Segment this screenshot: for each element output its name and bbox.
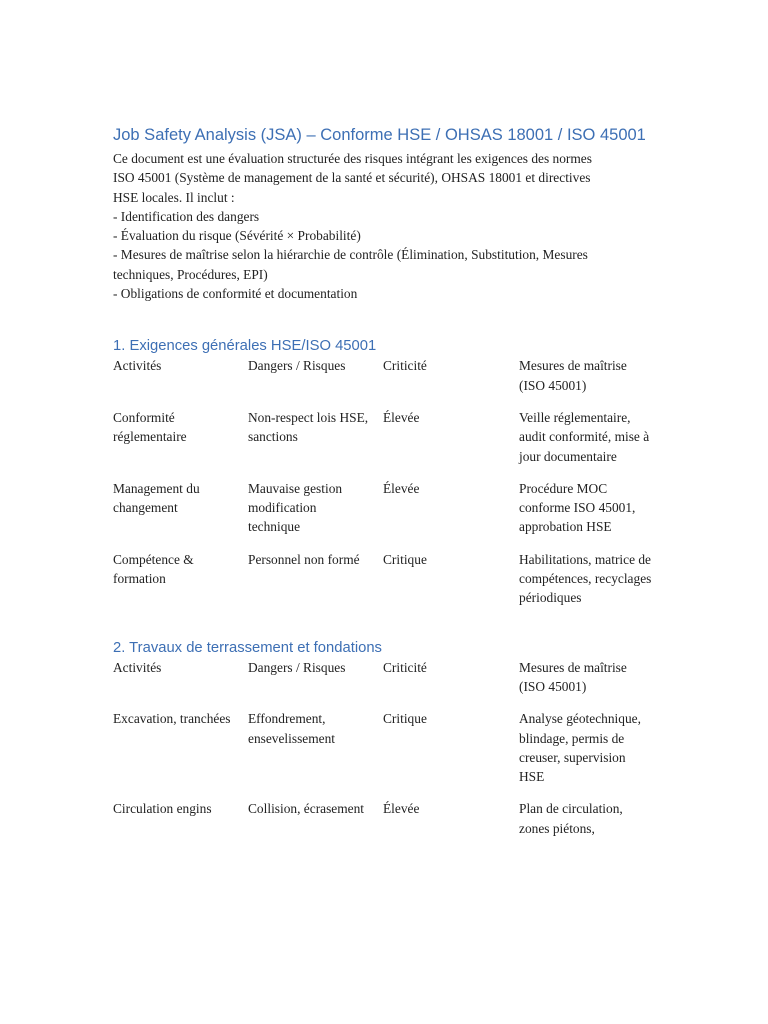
cell-criticite: Élevée: [383, 801, 420, 817]
cell-criticite: Élevée: [383, 480, 420, 496]
cell-danger: Collision, écrasement: [248, 801, 365, 817]
intro-bullet: - Évaluation du risque (Sévérité × Probabilité): [113, 228, 361, 244]
intro-line: ISO 45001 (Système de management de la santé et sécurité), OHSAS 18001 et directives: [113, 170, 591, 186]
column-header-criticite: Criticité: [383, 659, 427, 675]
table-header-row: [113, 356, 653, 408]
table-row: [113, 408, 653, 479]
intro-bullet: - Identification des dangers: [113, 208, 260, 224]
table-row: [113, 709, 653, 799]
column-header-dangers: Dangers / Risques: [248, 358, 346, 374]
cell-criticite: Critique: [383, 551, 427, 567]
cell-mesures: Veille réglementaire, audit conformité, mise à jour documentaire: [519, 409, 650, 464]
cell-activite: Management du changement: [113, 480, 200, 516]
cell-criticite: Critique: [383, 711, 427, 727]
section-heading: 2. Travaux de terrassement et fondations: [113, 639, 382, 656]
intro-bullet: - Mesures de maîtrise selon la hiérarchie de contrôle (Élimination, Substitution, Mesures: [113, 247, 588, 263]
column-header-mesures: Mesures de maîtrise (ISO 45001): [519, 358, 627, 393]
column-header-dangers: Dangers / Risques: [248, 659, 346, 675]
column-header-activites: Activités: [113, 659, 162, 675]
document-page: [113, 123, 653, 851]
cell-danger: Mauvaise gestion modification technique: [248, 480, 343, 535]
cell-criticite: Élevée: [383, 409, 420, 425]
cell-mesures: Habilitations, matrice de compétences, recyclages périodiques: [519, 551, 652, 606]
cell-mesures: Procédure MOC conforme ISO 45001, approbation HSE: [519, 480, 636, 535]
intro-line: HSE locales. Il inclut :: [113, 189, 235, 205]
cell-activite: Excavation, tranchées: [113, 711, 231, 727]
jsa-table: [113, 658, 653, 851]
cell-activite: Conformité réglementaire: [113, 409, 187, 445]
intro-line: Ce document est une évaluation structurée des risques intégrant les exigences des normes: [113, 151, 592, 166]
cell-danger: Personnel non formé: [248, 551, 360, 567]
intro-bullet-continuation: techniques, Procédures, EPI): [113, 266, 268, 282]
cell-danger: Non-respect lois HSE, sanctions: [248, 409, 369, 445]
cell-activite: Circulation engins: [113, 801, 212, 817]
section-heading: 1. Exigences générales HSE/ISO 45001: [113, 338, 377, 355]
jsa-table: [113, 356, 653, 620]
column-header-activites: Activités: [113, 358, 162, 374]
intro-paragraph: [113, 149, 653, 303]
table-header-row: [113, 658, 653, 710]
table-row: [113, 799, 653, 851]
cell-mesures: Analyse géotechnique, blindage, permis de creuser, supervision HSE: [519, 711, 641, 785]
intro-bullet: - Obligations de conformité et documentation: [113, 286, 358, 302]
cell-mesures: Plan de circulation, zones piétons,: [519, 801, 623, 836]
column-header-mesures: Mesures de maîtrise (ISO 45001): [519, 659, 627, 694]
column-header-criticite: Criticité: [383, 358, 427, 374]
cell-activite: Compétence & formation: [113, 551, 194, 587]
table-row: [113, 550, 653, 621]
cell-danger: Effondrement, ensevelissement: [248, 711, 336, 746]
document-title: Job Safety Analysis (JSA) – Conforme HSE / OHSAS 18001 / ISO 45001: [113, 126, 646, 144]
table-row: [113, 479, 653, 550]
